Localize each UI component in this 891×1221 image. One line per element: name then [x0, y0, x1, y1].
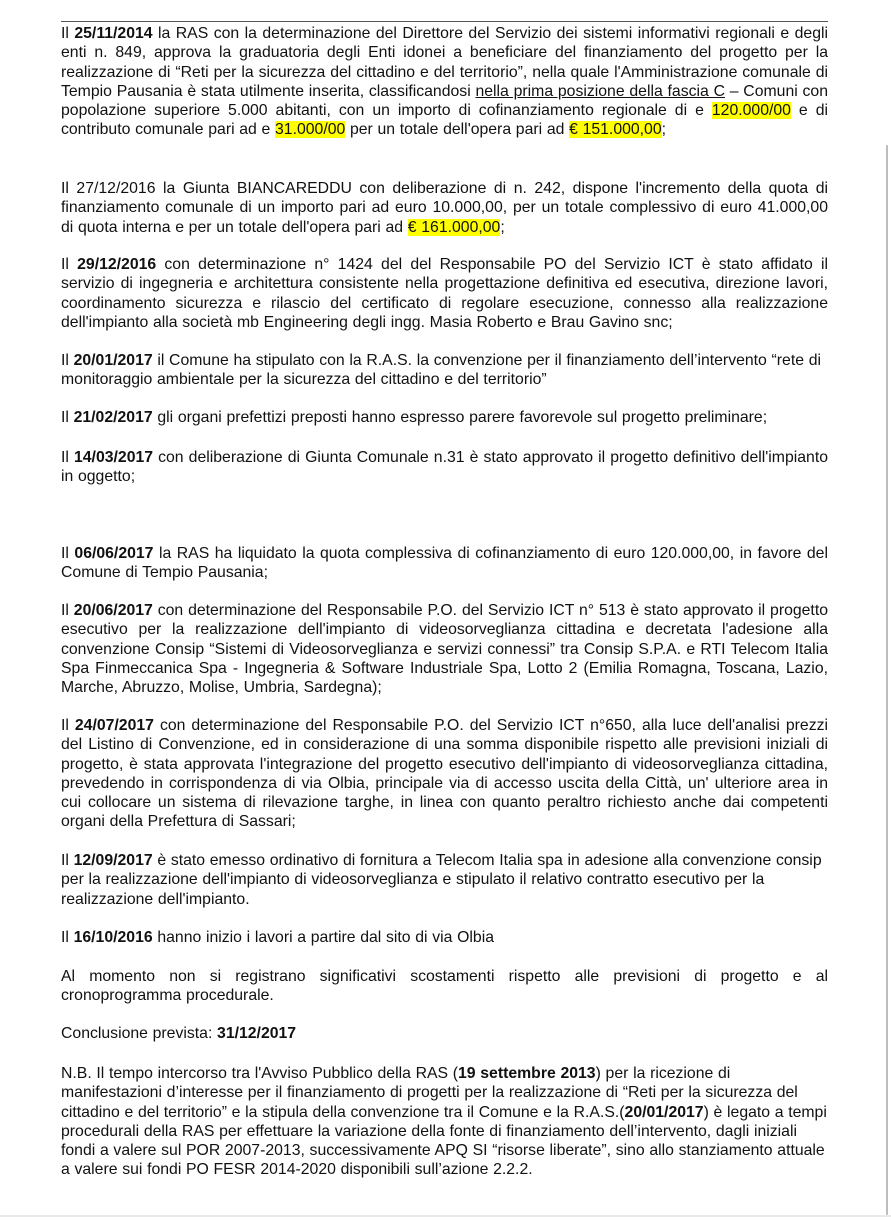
paragraph — [61, 179, 828, 237]
highlighted-amount: € 151.000,00 — [569, 121, 662, 139]
paragraph — [61, 255, 828, 332]
text-run: con determinazione del Responsabile P.O. del Servizio ICT n° 513 è stato approvato il progetto esecutivo per la realizzazione dell'impianto di videosorveglianza cittadina e decretata l'adesione alla convenzione Consip “Sistemi di Videosorveglianza e servizi connessi” tra Consip S.P.A. e RTI Telecom Italia Spa Finmeccanica Spa - Ingegneria & Software Industriale Spa, Lotto 2 (Emilia Romagna, Toscana, Lazio, Marche, Abruzzo, Molise, Umbria, Sardegna); — [61, 602, 828, 697]
text-run: ) è legato a tempi procedurali della RAS per effettuare la variazione della fonte di finanziamento dell’intervento, dagli iniziali fondi a valere sul POR 2007-2013, successivamente APQ SI “risorse liberate”, sino allo stanziamento attuale a valere sui fondi PO FESR 2014-2020 disponibili sull’azione 2.2.2. — [61, 1103, 827, 1179]
bold-date: 21/02/2017 — [73, 409, 153, 426]
text-run: e di contributo comunale pari ad e — [61, 102, 828, 139]
bold-date: 20/06/2017 — [73, 602, 153, 619]
text-run: la RAS con la determinazione del Direttore del Servizio dei sistemi informativi regionali e degli enti n. 849, approva la graduatoria degli Enti idonei a beneficiare del finanziamento del progetto per la realizzazione di “Reti per la sicurezza del cittadino e del territorio”, nella quale l'Amministrazione comunale di Tempio Pausania è stata utilmente inserita, classificandosi — [61, 25, 828, 100]
paragraph — [61, 544, 828, 583]
bold-date: 19 settembre 2013 — [458, 1065, 596, 1082]
text-run: N.B. Il tempo intercorso tra l'Avviso Pubblico della RAS ( — [61, 1065, 458, 1082]
bold-date: 20/01/2017 — [624, 1103, 704, 1121]
paragraph — [61, 716, 828, 832]
text-run: Il — [61, 409, 74, 426]
text-run: Il — [61, 602, 74, 619]
paragraph — [61, 408, 828, 427]
text-run: Il — [61, 717, 75, 734]
text-run: il Comune ha stipulato con la R.A.S. la convenzione per il finanziamento dell’intervento “rete di monitoraggio ambientale per la sicurezza del cittadino e del territorio” — [61, 352, 821, 389]
text-run: Al momento non si registrano significativi scostamenti rispetto alle previsioni di progetto e al cronoprogramma procedurale. — [61, 968, 828, 1005]
text-run: per un totale dell'opera pari ad — [345, 121, 570, 139]
text-run: hanno inizio i lavori a partire dal sito di via Olbia — [152, 929, 495, 946]
text-run: Il 27/12/2016 la Giunta BIANCAREDDU con deliberazione di n. 242, dispone l'incremento della quota di finanziamento comunale di un importo pari ad euro 10.000,00, per un totale complessivo di euro 41.000,00 di quota interna e per un totale dell'opera pari ad — [61, 180, 828, 236]
paragraph — [61, 601, 828, 697]
paragraph — [61, 448, 828, 487]
top-rule — [61, 21, 828, 22]
underlined-text: nella prima posizione della fascia C — [475, 82, 725, 100]
highlighted-amount: 31.000/00 — [275, 121, 346, 139]
text-run: – Comuni con popolazione superiore 5.000 abitanti, con un importo di cofinanziamento regionale di e — [61, 82, 828, 120]
text-run: Conclusione prevista: — [61, 1025, 218, 1042]
text-run: ) per la ricezione di manifestazioni d’interesse per il finanziamento di progetti per la realizzazione di “Reti per la sicurezza del cittadino e del territorio” e la stipula della convenzione tra il Comune e la R.A.S.( — [61, 1065, 798, 1121]
text-run: Il — [61, 852, 74, 869]
bold-date: 14/03/2017 — [73, 449, 154, 466]
text-run: con determinazione del Responsabile P.O. del Servizio ICT n°650, alla luce dell'analisi prezzi del Listino di Convenzione, ed in considerazione di una somma disponibile rispetto alle previsioni iniziali di progetto, è stata approvata l'integrazione del progetto esecutivo dell'impianto di videosorveglianza cittadina, prevedendo in corrispondenza di via Olbia, principale via di accesso uscita della Città, un' ulteriore area in cui collocare un sistema di rilevazione targhe, in linea con quanto peraltro richiesto anche dai competenti organi della Prefettura di Sassari; — [61, 717, 828, 831]
text-run: ; — [661, 121, 667, 139]
paragraph — [61, 928, 828, 947]
highlighted-amount: € 161.000,00 — [407, 218, 501, 236]
text-run: ; — [500, 218, 505, 236]
text-run: Il — [61, 256, 78, 273]
bold-date: 25/11/2014 — [74, 25, 153, 42]
bold-date: 06/06/2017 — [74, 545, 154, 562]
bold-date: 24/07/2017 — [74, 717, 154, 734]
bold-date: 16/10/2016 — [73, 929, 153, 946]
text-run: Il — [61, 449, 74, 466]
bold-date: 20/01/2017 — [73, 352, 153, 369]
scroll-edge-line — [886, 145, 888, 1215]
text-run: Il — [61, 545, 75, 562]
highlighted-amount: 120.000/00 — [711, 102, 791, 120]
bold-date: 29/12/2016 — [77, 256, 157, 273]
text-run: Il — [61, 25, 75, 42]
paragraph — [61, 1024, 828, 1043]
bold-date: 31/12/2017 — [217, 1025, 297, 1042]
page-bottom-edge — [0, 1215, 891, 1217]
paragraph — [61, 24, 828, 140]
text-run: con determinazione n° 1424 del del Responsabile PO del Servizio ICT è stato affidato il servizio di ingegneria e architettura consistente nella progettazione definitiva ed esecutiva, direzione lavori, coordinamento sicurezza e rilascio del certificato di regolare esecuzione, connesso alla realizzazione dell'impianto alla società mb Engineering degli ingg. Masia Roberto e Brau Gavino snc; — [61, 256, 828, 331]
bold-date: 12/09/2017 — [73, 852, 153, 869]
text-run: con deliberazione di Giunta Comunale n.31 è stato approvato il progetto definitivo dell'impianto in oggetto; — [61, 449, 828, 486]
text-run: la RAS ha liquidato la quota complessiva di cofinanziamento di euro 120.000,00, in favore del Comune di Tempio Pausania; — [61, 545, 828, 582]
text-run: è stato emesso ordinativo di fornitura a Telecom Italia spa in adesione alla convenzione consip per la realizzazione dell'impianto di videosorveglianza e stipulato il relativo contratto esecutivo per la realizzazione dell'impianto. — [61, 852, 822, 908]
paragraph — [61, 351, 828, 390]
text-run: Il — [61, 929, 74, 946]
paragraph — [61, 967, 828, 1006]
text-run: Il — [61, 352, 74, 369]
text-run: gli organi prefettizi preposti hanno espresso parere favorevole sul progetto preliminare; — [152, 409, 768, 426]
paragraph — [61, 851, 828, 909]
paragraph — [61, 1064, 828, 1180]
